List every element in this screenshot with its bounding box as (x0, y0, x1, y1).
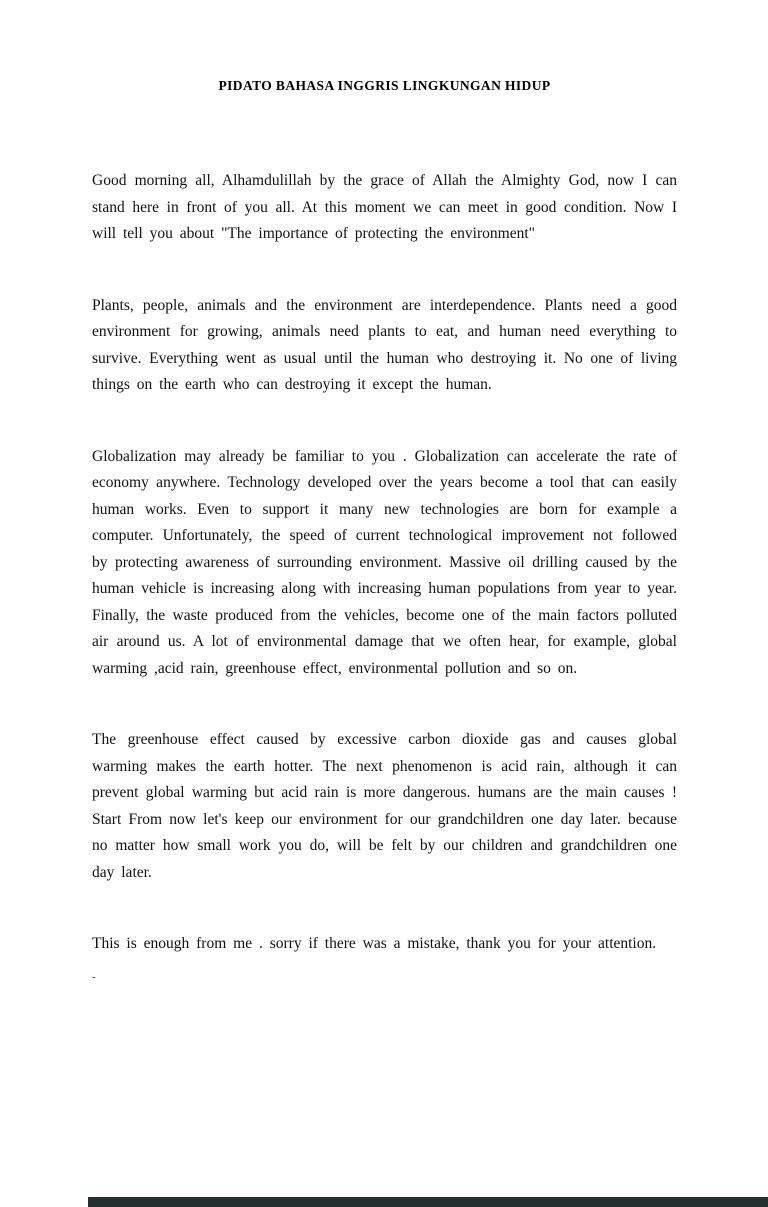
paragraph-greeting: Good morning all, Alhamdulillah by the grace of Allah the Almighty God, now I can stand here in front of you all. At this moment we can meet in good condition. Now I will tell you about "The importance of protecting the environment" (92, 172, 677, 242)
paragraph-closing: This is enough from me . sorry if there was a mistake, thank you for your attention. (92, 935, 657, 952)
footnote-dash: - (92, 970, 96, 983)
paragraph-interdependence: Plants, people, animals and the environment are interdependence. Plants need a good environment for growing, animals need plants to eat, and human need everything to survive. Everything went as usual until the human who destroying it. No one of living things on the earth who can destroying it except the human. (92, 296, 677, 393)
paragraph-globalization: Globalization may already be familiar to you . Globalization can accelerate the rate of economy anywhere. Technology developed over the years become a tool that can easily human works. Even to support it many new technologies are born for example a computer. Unfortunately, the speed of current technological improvement not followed by protecting awareness of surrounding environment. Massive oil drilling caused by the human vehicle is increasing along with increasing human populations from year to year. Finally, the waste produced from the vehicles, become one of the main factors polluted air around us. A lot of environmental damage that we often hear, for example, global warming ,acid rain, greenhouse effect, environmental pollution and so on. (92, 447, 677, 677)
document-title: PIDATO BAHASA INGGRIS LINGKUNGAN HIDUP (218, 78, 551, 93)
bottom-bar (88, 1197, 768, 1207)
paragraph-greenhouse: The greenhouse effect caused by excessive carbon dioxide gas and causes global warming makes the earth hotter. The next phenomenon is acid rain, although it can prevent global warming but acid rain is more dangerous. humans are the main causes ! Start From now let's keep our environment for our grandchildren one day later. because no matter how small work you do, will be felt by our children and grandchildren one day later. (92, 731, 677, 881)
